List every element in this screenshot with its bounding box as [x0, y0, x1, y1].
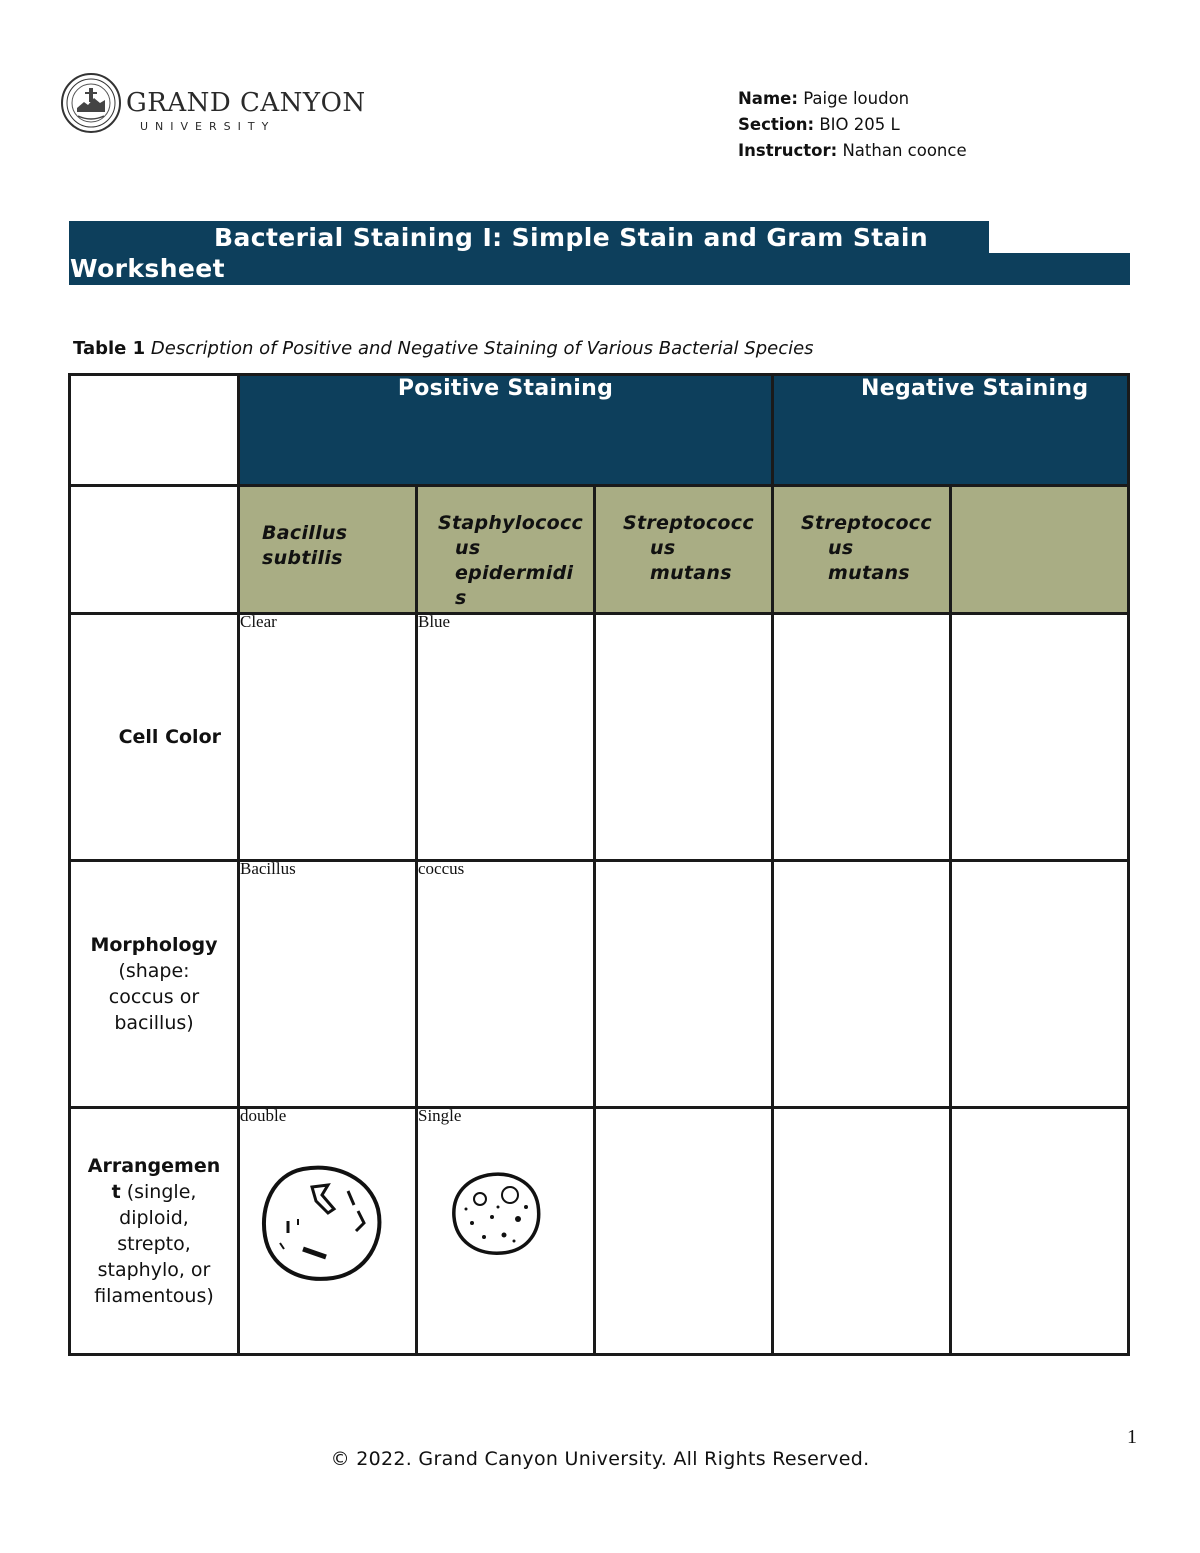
morphology-title: Morphology: [90, 934, 218, 956]
arrangement-staphylococcus[interactable]: [417, 1108, 595, 1355]
species-name-line: Streptococc: [801, 512, 932, 534]
arrangement-title-cont: [71, 1179, 237, 1205]
morphology-empty[interactable]: [951, 861, 1129, 1108]
cell-color-staphylococcus[interactable]: [417, 614, 595, 861]
cell-color-label-cell: [70, 614, 239, 861]
cell-value: Clear: [240, 612, 277, 631]
arrangement-bacillus[interactable]: [239, 1108, 417, 1355]
student-info: [738, 86, 967, 164]
species-corner-cell: [70, 486, 239, 614]
morphology-label: [71, 932, 237, 1036]
species-name-line: Staphylococc: [438, 512, 584, 534]
morphology-staphylococcus[interactable]: [417, 861, 595, 1108]
species-streptococcus-mutans-negative: [773, 486, 951, 614]
page-number: 1: [1127, 1426, 1137, 1448]
instructor-value: Nathan coonce: [842, 141, 967, 160]
cell-color-streptococcus-negative[interactable]: [773, 614, 951, 861]
species-streptococcus-mutans-positive: [595, 486, 773, 614]
species-name-line: us: [828, 537, 854, 559]
worksheet-title-line1: Bacterial Staining I: Simple Stain and Gram Stain: [214, 223, 929, 252]
morphology-hint: (shape:: [118, 960, 190, 982]
species-name-line: Bacillus: [262, 522, 348, 544]
cell-value: coccus: [418, 859, 465, 878]
arrangement-hint: filamentous): [94, 1285, 214, 1307]
cell-value: Blue: [418, 612, 451, 631]
cell-color-label: Cell Color: [118, 726, 221, 748]
arrangement-streptococcus-negative[interactable]: [773, 1108, 951, 1355]
cell-value: Single: [418, 1106, 462, 1125]
name-line: [738, 86, 967, 112]
logo-wordmark: GRAND CANYON: [126, 88, 366, 118]
species-name-line: mutans: [650, 562, 732, 584]
morphology-streptococcus-positive[interactable]: [595, 861, 773, 1108]
name-value: Paige loudon: [803, 89, 910, 108]
staining-table: [68, 373, 1130, 1356]
cell-color-row: [70, 614, 1129, 861]
university-logo: [60, 72, 366, 138]
corner-cell: [70, 375, 239, 486]
caption-text: Description of Positive and Negative Staining of Various Bacterial Species: [150, 338, 814, 359]
arrangement-hint: (single,: [126, 1181, 197, 1203]
morphology-bacillus[interactable]: [239, 861, 417, 1108]
group-header-row: [70, 375, 1129, 486]
arrangement-empty[interactable]: [951, 1108, 1129, 1355]
section-line: [738, 112, 967, 138]
species-name-line: mutans: [828, 562, 910, 584]
name-label: Name:: [738, 89, 798, 108]
species-name-line: subtilis: [262, 547, 343, 569]
cell-sketch-drawing: [448, 1169, 548, 1259]
species-header-row: [70, 486, 1129, 614]
cell-value: Bacillus: [240, 859, 296, 878]
species-name-line: s: [455, 587, 467, 609]
species-name-line: us: [650, 537, 676, 559]
positive-staining-label: Positive Staining: [397, 376, 614, 401]
cell-color-streptococcus-positive[interactable]: [595, 614, 773, 861]
cell-color-bacillus[interactable]: [239, 614, 417, 861]
positive-staining-header: [239, 375, 773, 486]
table-caption: [73, 338, 814, 359]
cell-color-empty[interactable]: [951, 614, 1129, 861]
university-seal-icon: [60, 72, 122, 134]
morphology-label-cell: [70, 861, 239, 1108]
species-name-line: epidermidi: [455, 562, 574, 584]
cell-sketch-drawing: [258, 1161, 388, 1286]
morphology-hint: coccus or: [108, 986, 200, 1008]
arrangement-hint: diploid,: [119, 1207, 189, 1229]
morphology-hint: bacillus): [114, 1012, 194, 1034]
arrangement-label: [71, 1153, 237, 1309]
cell-value: double: [240, 1106, 287, 1125]
instructor-label: Instructor:: [738, 141, 838, 160]
title-banner-bottom: [69, 253, 1130, 285]
instructor-line: [738, 138, 967, 164]
species-name-line: Streptococc: [623, 512, 754, 534]
copyright-footer: © 2022. Grand Canyon University. All Rights Reserved.: [330, 1448, 870, 1470]
logo-subtitle: UNIVERSITY: [140, 120, 276, 133]
section-value: BIO 205 L: [819, 115, 900, 134]
arrangement-streptococcus-positive[interactable]: [595, 1108, 773, 1355]
species-empty: [951, 486, 1129, 614]
species-name-line: us: [455, 537, 481, 559]
section-label: Section:: [738, 115, 815, 134]
arrangement-title: Arrangemen: [87, 1155, 221, 1177]
arrangement-hint: strepto,: [117, 1233, 191, 1255]
arrangement-title-tail: t: [111, 1181, 121, 1203]
species-bacillus-subtilis: [239, 486, 417, 614]
arrangement-label-cell: [70, 1108, 239, 1355]
negative-staining-label: Negative Staining: [861, 376, 1089, 401]
arrangement-hint: staphylo, or: [97, 1259, 211, 1281]
negative-staining-header: [773, 375, 1129, 486]
species-staphylococcus-epidermidis: [417, 486, 595, 614]
caption-label: Table 1: [73, 338, 146, 359]
worksheet-title-line2: Worksheet: [70, 254, 225, 283]
morphology-row: [70, 861, 1129, 1108]
morphology-streptococcus-negative[interactable]: [773, 861, 951, 1108]
arrangement-row: [70, 1108, 1129, 1355]
